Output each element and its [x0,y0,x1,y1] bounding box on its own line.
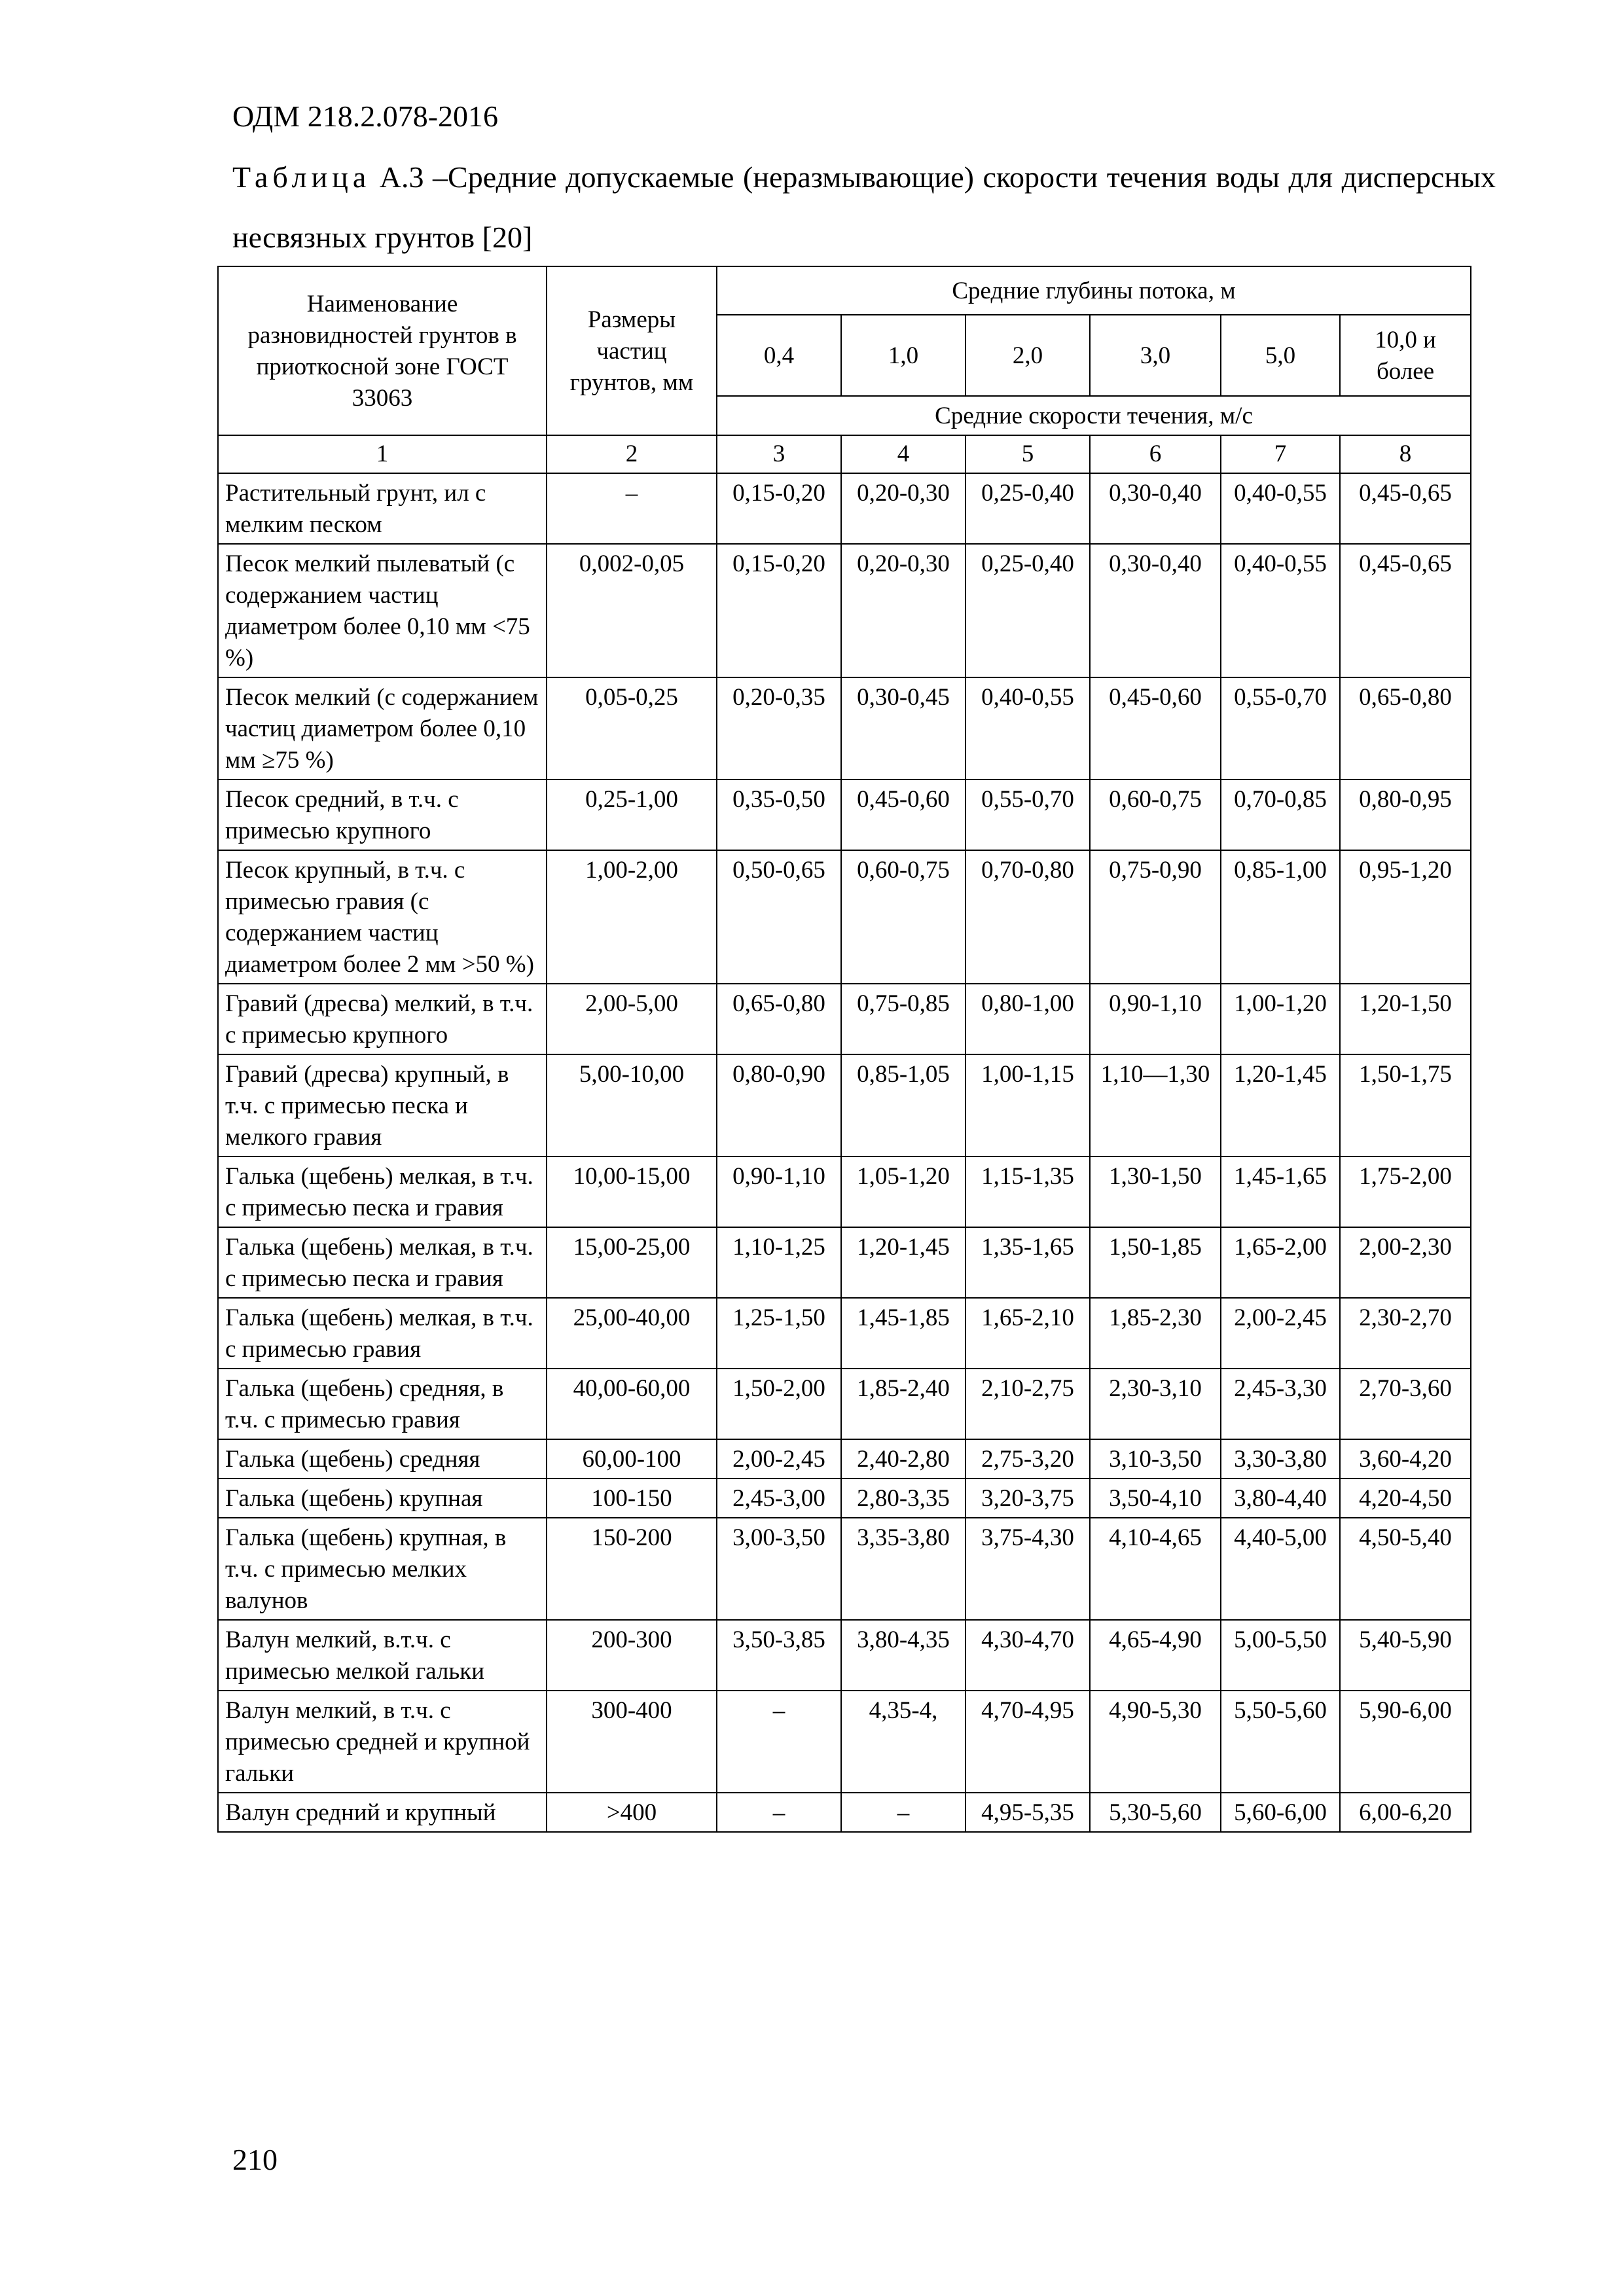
table-row [218,1620,1471,1691]
table-caption [232,147,1496,268]
column-index: 6 [1090,435,1221,473]
soil-name-cell: Песок мелкий пылеватый (с содержанием частиц диаметром более 0,10 мм <75 %) [218,544,547,677]
particle-size-cell: 100-150 [547,1479,717,1518]
particle-size-cell: 5,00-10,00 [547,1054,717,1157]
velocity-cell: 1,85-2,40 [841,1369,965,1439]
page-number: 210 [232,2143,278,2176]
velocity-cell: 1,25-1,50 [717,1298,841,1369]
velocity-cell: 1,30-1,50 [1090,1157,1221,1227]
velocity-table [217,266,1471,1833]
velocity-cell: 0,85-1,05 [841,1054,965,1157]
column-index: 1 [218,435,547,473]
velocity-cell: 0,80-0,90 [717,1054,841,1157]
velocity-cell: 4,90-5,30 [1090,1691,1221,1793]
velocity-cell: 2,00-2,45 [1221,1298,1340,1369]
velocity-cell: 0,50-0,65 [717,850,841,984]
soil-name-cell: Галька (щебень) крупная [218,1479,547,1518]
particle-size-cell: 0,25-1,00 [547,780,717,850]
velocity-cell: 1,65-2,00 [1221,1227,1340,1298]
velocity-cell: 3,50-4,10 [1090,1479,1221,1518]
soil-name-cell: Растительный грунт, ил с мелким песком [218,473,547,544]
particle-size-cell: – [547,473,717,544]
particle-size-cell: 25,00-40,00 [547,1298,717,1369]
velocity-cell: 0,30-0,40 [1090,544,1221,677]
velocity-cell: 0,25-0,40 [965,544,1090,677]
header-depth: 5,0 [1221,315,1340,396]
velocity-cell: 4,30-4,70 [965,1620,1090,1691]
velocity-cell: 3,80-4,40 [1221,1479,1340,1518]
velocity-cell: 1,85-2,30 [1090,1298,1221,1369]
velocity-cell: 0,75-0,90 [1090,850,1221,984]
table-row [218,1157,1471,1227]
velocity-cell: 3,35-3,80 [841,1518,965,1620]
header-name: Наименование разновидностей грунтов в приоткосной зоне ГОСТ 33063 [218,266,547,435]
velocity-cell: 2,00-2,30 [1340,1227,1471,1298]
velocity-cell: 0,20-0,35 [717,677,841,780]
velocity-cell: 1,50-1,75 [1340,1054,1471,1157]
velocity-cell: 6,00-6,20 [1340,1793,1471,1832]
velocity-cell: 1,50-2,00 [717,1369,841,1439]
velocity-cell: 3,20-3,75 [965,1479,1090,1518]
velocity-cell: 2,75-3,20 [965,1439,1090,1479]
velocity-cell: 5,30-5,60 [1090,1793,1221,1832]
header-speeds-title: Средние скорости течения, м/с [717,396,1471,435]
velocity-cell: 4,70-4,95 [965,1691,1090,1793]
velocity-cell: 4,35-4, [841,1691,965,1793]
column-index: 7 [1221,435,1340,473]
velocity-cell: 3,80-4,35 [841,1620,965,1691]
velocity-cell: 3,60-4,20 [1340,1439,1471,1479]
soil-name-cell: Песок мелкий (с содержанием частиц диаметром более 0,10 мм ≥75 %) [218,677,547,780]
table-body [218,435,1471,1832]
velocity-cell: 2,00-2,45 [717,1439,841,1479]
velocity-cell: 0,95-1,20 [1340,850,1471,984]
velocity-cell: 0,85-1,00 [1221,850,1340,984]
velocity-cell: – [717,1793,841,1832]
velocity-cell: 0,45-0,65 [1340,544,1471,677]
particle-size-cell: 1,00-2,00 [547,850,717,984]
table-row [218,1227,1471,1298]
caption-label: Таблица [232,160,371,194]
soil-name-cell: Галька (щебень) средняя, в т.ч. с примесью гравия [218,1369,547,1439]
velocity-cell: 0,15-0,20 [717,544,841,677]
particle-size-cell: 300-400 [547,1691,717,1793]
soil-name-cell: Галька (щебень) мелкая, в т.ч. с примесью песка и гравия [218,1227,547,1298]
velocity-cell: 3,75-4,30 [965,1518,1090,1620]
particle-size-cell: 60,00-100 [547,1439,717,1479]
header-depth: 1,0 [841,315,965,396]
velocity-cell: 0,55-0,70 [1221,677,1340,780]
velocity-cell: 0,45-0,60 [841,780,965,850]
velocity-cell: 1,20-1,50 [1340,984,1471,1054]
table-row [218,780,1471,850]
velocity-cell: 4,10-4,65 [1090,1518,1221,1620]
velocity-cell: 0,90-1,10 [1090,984,1221,1054]
header-depths-title: Средние глубины потока, м [717,266,1471,315]
soil-name-cell: Песок средний, в т.ч. с примесью крупного [218,780,547,850]
velocity-cell: 0,40-0,55 [965,677,1090,780]
soil-name-cell: Галька (щебень) крупная, в т.ч. с примесью мелких валунов [218,1518,547,1620]
particle-size-cell: 200-300 [547,1620,717,1691]
velocity-cell: 3,10-3,50 [1090,1439,1221,1479]
velocity-cell: 2,30-2,70 [1340,1298,1471,1369]
header-depth: 2,0 [965,315,1090,396]
document-code: ОДМ 218.2.078-2016 [232,99,499,133]
velocity-cell: 0,90-1,10 [717,1157,841,1227]
particle-size-cell: 150-200 [547,1518,717,1620]
table-row [218,1369,1471,1439]
velocity-cell: 0,20-0,30 [841,544,965,677]
table-row [218,473,1471,544]
velocity-cell: 1,45-1,65 [1221,1157,1340,1227]
soil-name-cell: Галька (щебень) мелкая, в т.ч. с примесью гравия [218,1298,547,1369]
table-row [218,544,1471,677]
velocity-cell: 1,35-1,65 [965,1227,1090,1298]
velocity-cell: 0,30-0,40 [1090,473,1221,544]
velocity-cell: 0,60-0,75 [1090,780,1221,850]
velocity-cell: 2,70-3,60 [1340,1369,1471,1439]
velocity-cell: 4,95-5,35 [965,1793,1090,1832]
velocity-cell: 2,80-3,35 [841,1479,965,1518]
velocity-cell: 5,50-5,60 [1221,1691,1340,1793]
header-depth: 10,0 и более [1340,315,1471,396]
velocity-cell: 2,45-3,00 [717,1479,841,1518]
column-index: 4 [841,435,965,473]
header-depth: 3,0 [1090,315,1221,396]
velocity-cell: 0,70-0,80 [965,850,1090,984]
table-row [218,850,1471,984]
particle-size-cell: 10,00-15,00 [547,1157,717,1227]
velocity-cell: 3,30-3,80 [1221,1439,1340,1479]
table-row [218,1691,1471,1793]
column-index: 8 [1340,435,1471,473]
velocity-cell: 5,40-5,90 [1340,1620,1471,1691]
soil-name-cell: Гравий (дресва) крупный, в т.ч. с примесью песка и мелкого гравия [218,1054,547,1157]
velocity-cell: 0,45-0,60 [1090,677,1221,780]
velocity-cell: 3,50-3,85 [717,1620,841,1691]
velocity-cell: 4,20-4,50 [1340,1479,1471,1518]
velocity-cell: 1,10-1,25 [717,1227,841,1298]
caption-text: А.3 –Средние допускаемые (неразмывающие) скорости течения воды для дисперсных несвязных грунтов [20] [232,160,1496,254]
velocity-cell: 2,40-2,80 [841,1439,965,1479]
column-index: 5 [965,435,1090,473]
particle-size-cell: 15,00-25,00 [547,1227,717,1298]
table-row [218,1439,1471,1479]
particle-size-cell: >400 [547,1793,717,1832]
velocity-table-container [217,266,1470,1833]
particle-size-cell: 0,05-0,25 [547,677,717,780]
velocity-cell: 0,25-0,40 [965,473,1090,544]
velocity-cell: 5,00-5,50 [1221,1620,1340,1691]
soil-name-cell: Валун средний и крупный [218,1793,547,1832]
velocity-cell: 1,10—1,30 [1090,1054,1221,1157]
header-size: Размеры частиц грунтов, мм [547,266,717,435]
velocity-cell: – [841,1793,965,1832]
particle-size-cell: 2,00-5,00 [547,984,717,1054]
velocity-cell: 1,20-1,45 [1221,1054,1340,1157]
particle-size-cell: 0,002-0,05 [547,544,717,677]
velocity-cell: 0,80-0,95 [1340,780,1471,850]
velocity-cell: 4,65-4,90 [1090,1620,1221,1691]
velocity-cell: 5,60-6,00 [1221,1793,1340,1832]
soil-name-cell: Валун мелкий, в т.ч. с примесью средней и крупной гальки [218,1691,547,1793]
soil-name-cell: Песок крупный, в т.ч. с примесью гравия (с содержанием частиц диаметром более 2 мм >50 %) [218,850,547,984]
velocity-cell: 4,40-5,00 [1221,1518,1340,1620]
velocity-cell: 0,15-0,20 [717,473,841,544]
column-index: 2 [547,435,717,473]
velocity-cell: 1,75-2,00 [1340,1157,1471,1227]
particle-size-cell: 40,00-60,00 [547,1369,717,1439]
soil-name-cell: Галька (щебень) средняя [218,1439,547,1479]
velocity-cell: 5,90-6,00 [1340,1691,1471,1793]
velocity-cell: 0,65-0,80 [1340,677,1471,780]
table-row [218,984,1471,1054]
velocity-cell: 1,20-1,45 [841,1227,965,1298]
column-index-row [218,435,1471,473]
velocity-cell: 1,00-1,20 [1221,984,1340,1054]
table-row [218,1518,1471,1620]
velocity-cell: 0,60-0,75 [841,850,965,984]
column-index: 3 [717,435,841,473]
velocity-cell: 0,35-0,50 [717,780,841,850]
velocity-cell: 2,10-2,75 [965,1369,1090,1439]
velocity-cell: 0,70-0,85 [1221,780,1340,850]
velocity-cell: 2,45-3,30 [1221,1369,1340,1439]
velocity-cell: – [717,1691,841,1793]
table-row [218,1479,1471,1518]
velocity-cell: 0,45-0,65 [1340,473,1471,544]
soil-name-cell: Валун мелкий, в.т.ч. с примесью мелкой гальки [218,1620,547,1691]
velocity-cell: 1,00-1,15 [965,1054,1090,1157]
velocity-cell: 1,05-1,20 [841,1157,965,1227]
velocity-cell: 1,15-1,35 [965,1157,1090,1227]
velocity-cell: 1,50-1,85 [1090,1227,1221,1298]
velocity-cell: 0,55-0,70 [965,780,1090,850]
header-depth: 0,4 [717,315,841,396]
soil-name-cell: Галька (щебень) мелкая, в т.ч. с примесью песка и гравия [218,1157,547,1227]
velocity-cell: 0,75-0,85 [841,984,965,1054]
table-row [218,1793,1471,1832]
velocity-cell: 0,20-0,30 [841,473,965,544]
velocity-cell: 0,80-1,00 [965,984,1090,1054]
velocity-cell: 3,00-3,50 [717,1518,841,1620]
velocity-cell: 1,65-2,10 [965,1298,1090,1369]
table-row [218,677,1471,780]
table-row [218,1054,1471,1157]
table-row [218,1298,1471,1369]
velocity-cell: 0,40-0,55 [1221,473,1340,544]
velocity-cell: 0,40-0,55 [1221,544,1340,677]
velocity-cell: 0,65-0,80 [717,984,841,1054]
soil-name-cell: Гравий (дресва) мелкий, в т.ч. с примесью крупного [218,984,547,1054]
velocity-cell: 2,30-3,10 [1090,1369,1221,1439]
velocity-cell: 1,45-1,85 [841,1298,965,1369]
velocity-cell: 4,50-5,40 [1340,1518,1471,1620]
velocity-cell: 0,30-0,45 [841,677,965,780]
